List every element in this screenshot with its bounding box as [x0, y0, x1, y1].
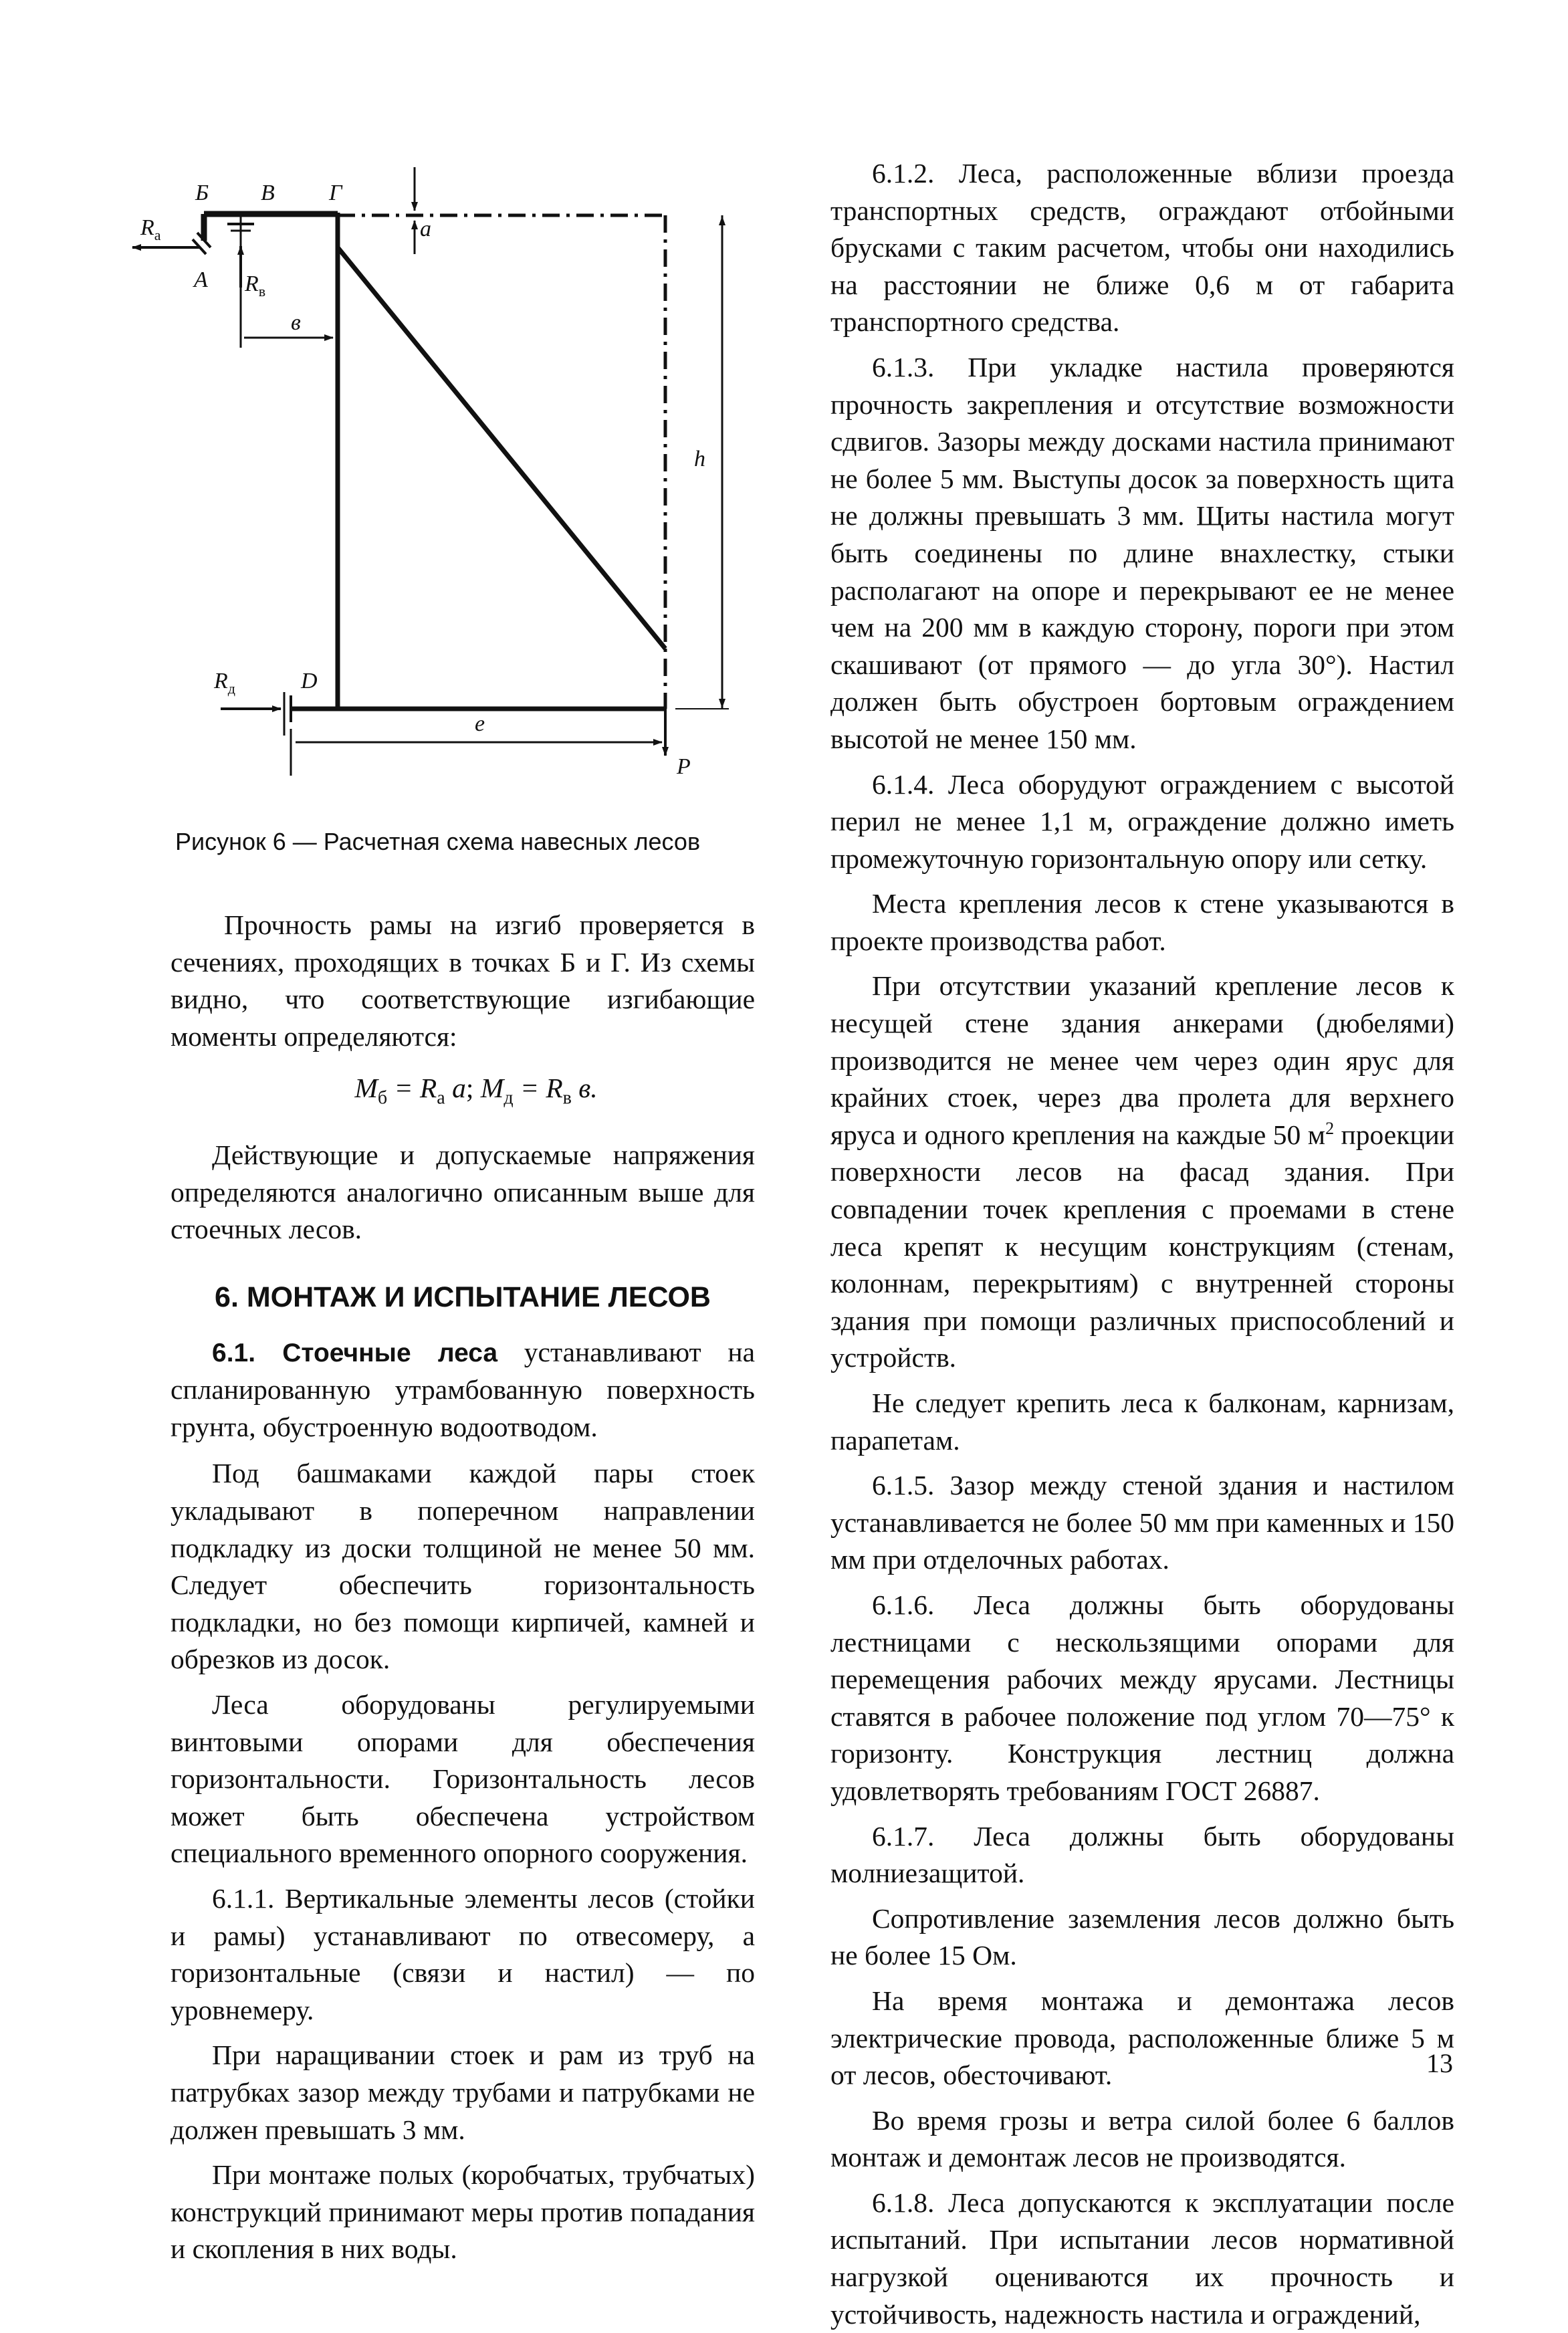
label-e: е: [475, 711, 485, 736]
paragraph: 6.1.7. Леса должны быть оборудованы молниезащитой.: [830, 1820, 1454, 1889]
paragraph: Места крепления лесов к стене указываются в проекте производства работ.: [830, 888, 1454, 956]
paragraph: 6.1.8. Леса допускаются к эксплуатации после испытаний. При испытании лесов нормативной нагрузкой оцениваются их прочность и устойчивость, надежность настила и ограждений,: [830, 2187, 1454, 2330]
paragraph: 6.1.4. Леса оборудуют ограждением с высотой перил не менее 1,1 м, ограждение должно иметь промежуточную горизонтальную опору или сетку.: [830, 768, 1454, 874]
diagonal-brace: [338, 247, 665, 649]
paragraph: 6.1.3. При укладке настила проверяются прочность закрепления и отсутствие возможности сдвигов. Зазоры между досками настила принимают не более 5 мм. Выступы досок за поверхность щита не должны превышать 3 мм. Щиты настила могут быть соединены по длине внахлестку, стыки располагают на опоре и перекрывают ее не менее чем на 200 мм в каждую сторону, пороги при этом скашивают (от прямого — до угла 30°). Настил должен быть обустроен бортовым ограждением высотой не менее 150 мм.: [830, 351, 1454, 754]
paragraph: Под башмаками каждой пары стоек укладывают в поперечном направлении подкладку из доски толщиной не менее 50 мм. Следует обеспечить горизонтальность подкладки, но без помощи кирпичей, камней и обрезков из досок.: [171, 1458, 755, 1675]
right-column: [830, 155, 1454, 2333]
paragraph: 6.1.6. Леса должны быть оборудованы лестницами с нескользящими опорами для перемещения рабочих между ярусами. Лестницы ставятся в рабочее положение под углом 70—75° к горизонту. Конструкция лестниц должна удовлетворять требованиям ГОСТ 26887.: [830, 1589, 1454, 1806]
label-d: D: [301, 669, 318, 693]
paragraph: При наращивании стоек и рам из труб на патрубках зазор между трубами и патрубками не должен превышать 3 мм.: [171, 2039, 755, 2145]
label-h: h: [694, 447, 705, 471]
paragraph: Не следует крепить леса к балконам, карнизам, парапетам.: [830, 1387, 1454, 1456]
section-heading: 6. МОНТАЖ И ИСПЫТАНИЕ ЛЕСОВ: [215, 1281, 711, 1314]
label-a-dim: а: [420, 217, 431, 241]
paragraph: На время монтажа и демонтажа лесов электрические провода, расположенные ближе 5 м от лесов, обесточивают.: [830, 1985, 1454, 2091]
page-number: 13: [1426, 2048, 1453, 2078]
label-a-point: А: [194, 267, 208, 292]
paragraph: 6.1. Стоечные леса устанавливают на спланированную утрамбованную поверхность грунта, обустроенную водоотводом.: [171, 1336, 755, 1442]
label-rv: $R_в$: [245, 271, 266, 300]
paragraph: 6.1.2. Леса, расположенные вблизи проезда транспортных средств, ограждают отбойными брусками с таким расчетом, чтобы они находились на расстоянии не ближе 0,6 м от габарита транспортного средства.: [830, 158, 1454, 338]
paragraph: Во время грозы и ветра силой более 6 баллов монтаж и демонтаж лесов не производятся.: [830, 2104, 1454, 2173]
paragraph: При монтаже полых (коробчатых, трубчатых) конструкций принимают меры против попадания и скопления в них воды.: [171, 2159, 755, 2265]
label-g: Г: [329, 181, 342, 205]
label-b: Б: [195, 181, 209, 205]
paragraph: Сопротивление заземления лесов должно быть не более 15 Ом.: [830, 1902, 1454, 1971]
paragraph: 6.1.5. Зазор между стеной здания и настилом устанавливается не более 50 мм при каменных и 150 мм при отделочных работах.: [830, 1470, 1454, 1575]
paragraph: Прочность рамы на изгиб проверяется в сечениях, проходящих в точках Б и Г. Из схемы видно, что соответствующие изгибающие моменты определяются:: [171, 909, 755, 1052]
label-v-dim: в: [291, 310, 301, 335]
bending-moment-formula: $М_б = R_а$ а; $М_д = R_в$ в.: [354, 1073, 598, 1109]
left-column: [171, 907, 755, 2268]
label-ra: $R_а$: [140, 215, 161, 243]
figure-caption: Рисунок 6 — Расчетная схема навесных лесов: [175, 828, 701, 855]
scaffold-scheme-figure: [120, 154, 756, 796]
paragraph: При отсутствии указаний крепление лесов к несущей стене здания анкерами (дюбелями) производится не менее чем через один ярус для крайних стоек, через два пролета для верхнего яруса и одного крепления на каждые 50 $м^2$ проекции поверхности лесов на фасад здания. При совпадении точек крепления с проемами в стене леса крепят к несущим конструкциям (стенам, колоннам, перекрытиям) с внутренней стороны здания при помощи различных приспособлений и устройств.: [830, 970, 1454, 1373]
paragraph: Действующие и допускаемые напряжения определяются аналогично описанным выше для стоечных лесов.: [171, 1139, 755, 1245]
label-rd: $R_д$: [214, 669, 235, 697]
label-p: P: [677, 754, 691, 779]
label-v: В: [261, 181, 275, 205]
paragraph: 6.1.1. Вертикальные элементы лесов (стойки и рамы) устанавливают по отвесомеру, а горизонтальные (связи и настил) — по уровнемеру.: [171, 1882, 755, 2025]
paragraph: Леса оборудованы регулируемыми винтовыми опорами для обеспечения горизонтальности. Горизонтальность лесов может быть обеспечена устройством специального временного опорного сооружения.: [171, 1688, 755, 1869]
